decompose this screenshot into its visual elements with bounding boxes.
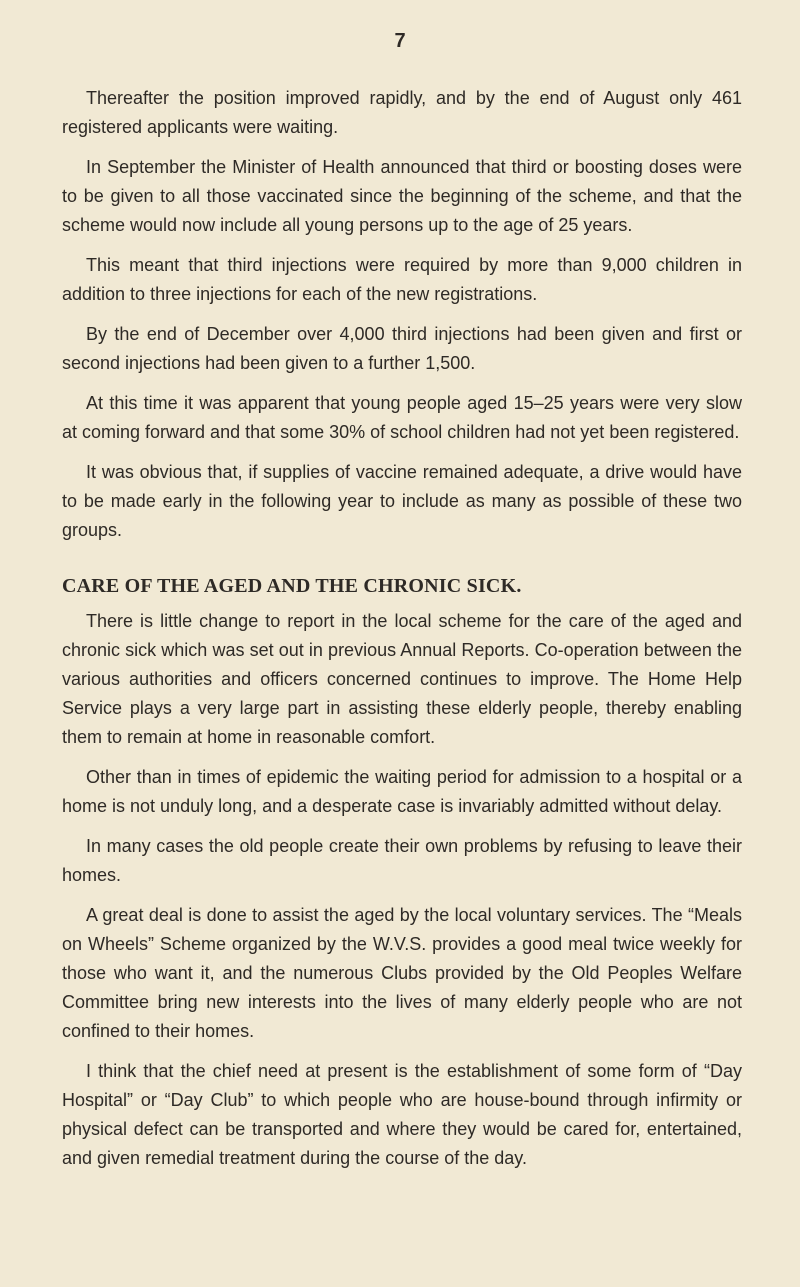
paragraph-december-totals: By the end of December over 4,000 third injections had been given and first or second injections had been given to a further 1,500. <box>62 324 742 373</box>
paragraph-day-hospital: I think that the chief need at present is the establishment of some form of “Day Hospital” or “Day Club” to which people who are house-bound through infirmity or physical defect can be transported and where they would be cared for, entertained, and given remedial treatment during the course of the day. <box>62 1061 742 1168</box>
paragraph-slow-uptake: At this time it was apparent that young people aged 15–25 years were very slow at coming forward and that some 30% of school children had not yet been registered. <box>62 393 742 442</box>
paragraph-waiting-period: Other than in times of epidemic the waiting period for admission to a hospital or a home is not unduly long, and a desperate case is invariably admitted without delay. <box>62 767 742 816</box>
document-body <box>62 84 742 1184</box>
paragraph-vaccination-progress: Thereafter the position improved rapidly, and by the end of August only 461 registered applicants were waiting. <box>62 88 742 137</box>
paragraph-third-injections-required: This meant that third injections were required by more than 9,000 children in addition to three injections for each of the new registrations. <box>62 255 742 304</box>
page-number: 7 <box>394 30 406 52</box>
paragraph-refusing-to-leave: In many cases the old people create their own problems by refusing to leave their homes. <box>62 836 742 885</box>
paragraph-planned-drive: It was obvious that, if supplies of vaccine remained adequate, a drive would have to be made early in the following year to include as many as possible of these two groups. <box>62 462 742 540</box>
section-heading: CARE OF THE AGED AND THE CHRONIC SICK. <box>62 575 522 597</box>
paragraph-voluntary-services: A great deal is done to assist the aged by the local voluntary services. The “Meals on Wheels” Scheme organized by the W.V.S. provides a good meal twice weekly for those who want it, and the numerous Clubs provided by the Old Peoples Welfare Committee bring new interests into the lives of many elderly people who are not confined to their homes. <box>62 905 742 1041</box>
paragraph-booster-announcement: In September the Minister of Health announced that third or boosting doses were to be given to all those vaccinated since the beginning of the scheme, and that the scheme would now include all young persons up to the age of 25 years. <box>62 157 742 235</box>
paragraph-local-scheme: There is little change to report in the local scheme for the care of the aged and chronic sick which was set out in previous Annual Reports. Co-operation between the various authorities and officers concerned continues to improve. The Home Help Service plays a very large part in assisting these elderly people, thereby enabling them to remain at home in reasonable comfort. <box>62 611 742 747</box>
